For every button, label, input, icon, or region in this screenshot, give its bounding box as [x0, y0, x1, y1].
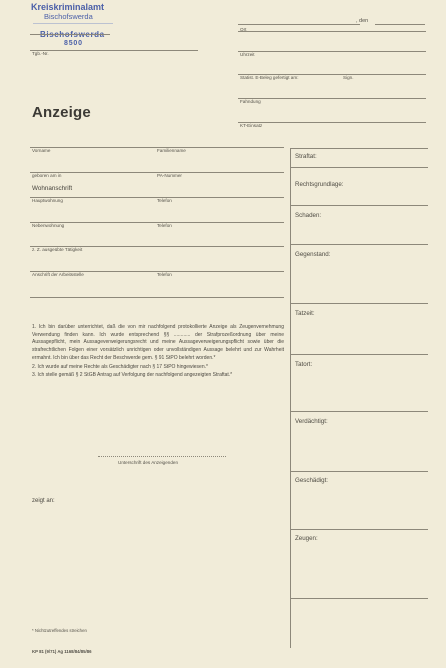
- kt-label: KT-Einsatz: [240, 123, 263, 128]
- footer-code: KP 81 (9/71) Ag 1168/84/85/86: [32, 649, 92, 654]
- wohnanschrift-heading: Wohnanschrift: [32, 185, 73, 192]
- geschaedigt-line: [290, 529, 428, 530]
- stamp-faint-overprint: [33, 23, 113, 29]
- tatzeit-line: [290, 354, 428, 355]
- straftat-line: [290, 167, 428, 168]
- tgb-label: Tgb.-Nr.: [32, 51, 49, 56]
- form-title: Anzeige: [32, 104, 91, 121]
- stamp-line-2: Bischofswerda: [44, 12, 93, 21]
- tatort-label: Tatort:: [295, 361, 313, 368]
- zeigt-an-label: zeigt an:: [32, 498, 55, 504]
- fahndung-line: [238, 98, 426, 99]
- stamp-line-1: Kreiskriminalamt: [31, 2, 105, 12]
- tgb-line: [30, 50, 198, 51]
- ort-line: [238, 31, 426, 32]
- gegenstand-line: [290, 303, 428, 304]
- telefon-1-label: Telefon: [157, 198, 172, 203]
- instruction-2: 2. Ich wurde auf meine Rechte als Geschädigter nach § 17 StPO hingewiesen.*: [32, 363, 208, 370]
- zeugen-line: [290, 598, 428, 599]
- footer-note: * Nichtzutreffendes streichen: [32, 628, 87, 633]
- verdaechtigt-label: Verdächtigt:: [295, 418, 328, 425]
- arbeitsstelle-label: Anschrift der Arbeitsstelle: [32, 272, 84, 277]
- signature-label: Unterschrift des Anzeigenden: [118, 460, 179, 465]
- verdaechtigt-line: [290, 471, 428, 472]
- uhrzeit-line: [238, 51, 426, 52]
- date-line-2: [375, 24, 425, 25]
- schaden-line: [290, 244, 428, 245]
- uhrzeit-label: Uhrzeit: [240, 52, 255, 57]
- right-top-border: [290, 148, 428, 149]
- familienname-label: Familienname: [157, 148, 186, 153]
- ort-label: Ort: [240, 27, 247, 32]
- stamp-number: 8500: [64, 40, 83, 47]
- hauptwohnung-label: Hauptwohnung: [32, 198, 63, 203]
- instruction-3: 3. Ich stelle gemäß § 2 StGB Antrag auf Verfolgung der nachfolgend angezeigten Straftat.*: [32, 372, 233, 379]
- tatzeit-label: Tatzeit:: [295, 310, 315, 317]
- stamp-line-3: Bischofswerda: [40, 30, 105, 39]
- pa-nummer-label: PA-Nummer: [157, 173, 182, 178]
- kt-line: [238, 122, 426, 123]
- sign-label: Sign.: [343, 75, 354, 80]
- nebenwohnung-label: Nebenwohnung: [32, 223, 65, 228]
- signature-line: [98, 456, 226, 457]
- rechtsgrundlage-line: [290, 205, 428, 206]
- arbeitsstelle-line-2: [30, 297, 284, 298]
- straftat-label: Straftat:: [295, 153, 317, 160]
- telefon-3-label: Telefon: [157, 272, 172, 277]
- rechtsgrundlage-label: Rechtsgrundlage:: [295, 181, 344, 188]
- geschaedigt-label: Geschädigt:: [295, 477, 329, 484]
- gegenstand-label: Gegenstand:: [295, 251, 331, 258]
- geboren-label: geboren am in: [32, 173, 62, 178]
- taetigkeit-label: z. Z. ausgeübte Tätigkeit: [32, 247, 83, 252]
- vorname-label: Vorname: [32, 148, 51, 153]
- statist-label: Statist. E-Beleg gefertigt am:: [240, 75, 299, 80]
- header-left-line: [30, 34, 110, 35]
- right-column-border: [290, 148, 291, 648]
- zeugen-label: Zeugen:: [295, 535, 318, 542]
- fahndung-label: Fahndung: [240, 99, 261, 104]
- date-label: , den: [356, 18, 369, 24]
- instruction-1: 1. Ich bin darüber unterrichtet, daß die von mir nachfolgend protokollierte Anzeige als Zeugenvernehmung Verwendung finden kann. Ich wurde entsprechend §§ ............ der Strafprozeßordnung über meine Aussagepflicht, mein Aussageverweigerungsrecht und meine Aussageverweigerungspflicht sowie über die strafrechtlichen Folgen einer vorsätzlich unrichtigen oder unvollständigen Aussage belehrt und zur Wahrheit ermahnt. Ich bin über das Recht der Beschwerde gem. § 91 StPO belehrt worden.*: [32, 324, 284, 361]
- instructions-block: [32, 324, 284, 380]
- schaden-label: Schaden:: [295, 212, 322, 219]
- tatort-line: [290, 411, 428, 412]
- date-line: [238, 24, 360, 25]
- telefon-2-label: Telefon: [157, 223, 172, 228]
